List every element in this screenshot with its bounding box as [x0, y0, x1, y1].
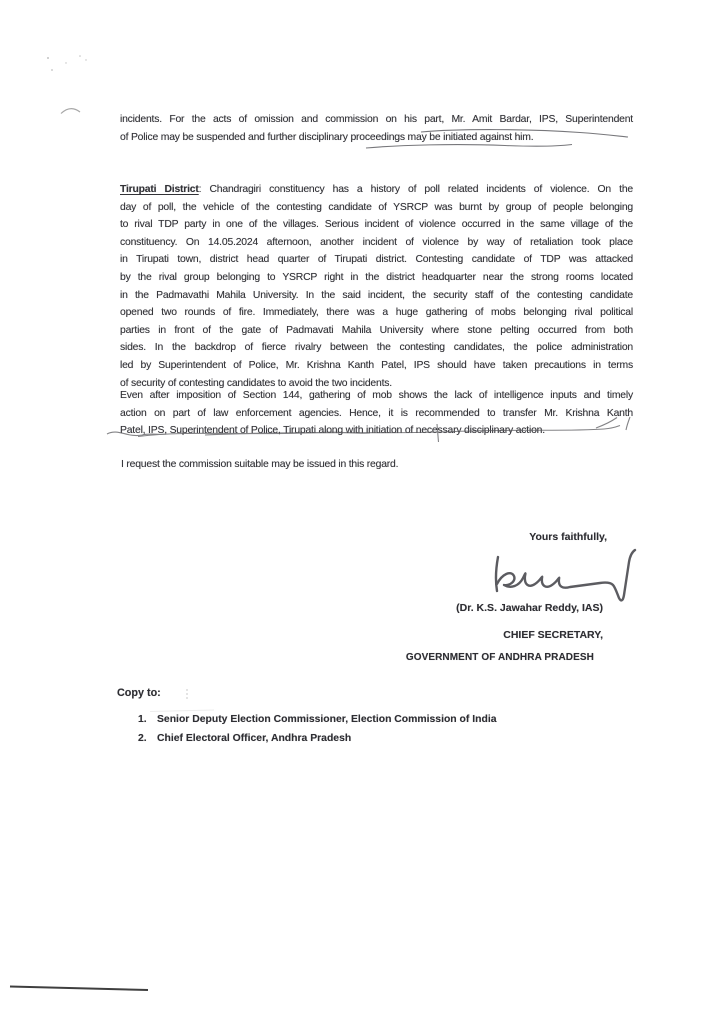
copy-item-number: 1. — [138, 714, 147, 725]
copy-item — [138, 714, 497, 725]
letter-line: action on part of law enforcement agencies. Hence, it is recommended to transfer Mr. Krishna Kanth — [120, 407, 633, 419]
paragraph-tirupati-district — [120, 181, 633, 392]
letter-line: of Police may be suspended and further disciplinary proceedings may be initiated against him. — [120, 131, 534, 143]
ink-smudge — [150, 710, 214, 712]
copy-item-text: Senior Deputy Election Commissioner, Election Commission of India — [157, 714, 497, 725]
signatory-title: CHIEF SECRETARY, — [503, 629, 603, 641]
letter-line: Patel, IPS, Superintendent of Police, Tirupati along with initiation of necessary disciplinary action. — [120, 425, 545, 437]
letter-line: of security of contesting candidates to avoid the two incidents. — [120, 377, 392, 389]
letter-line: day of poll, the vehicle of the contesting candidate of YSRCP was burnt by group of people belonging — [120, 201, 633, 213]
copy-item-text: Chief Electoral Officer, Andhra Pradesh — [157, 733, 352, 744]
copy-item — [138, 733, 351, 744]
scan-edge-line — [10, 987, 148, 991]
request-line: I request the commission suitable may be issued in this regard. — [121, 459, 399, 470]
letter-line — [120, 181, 633, 199]
letter-line: led by Superintendent of Police, Mr. Krishna Kanth Patel, IPS should have taken precautions in terms — [120, 359, 633, 371]
salutation: Yours faithfully, — [529, 531, 607, 543]
handwritten-signature — [478, 546, 650, 610]
letter-line: parties in front of the gate of Padmavati Mahila University where stone pelting occurred from both — [120, 324, 633, 336]
signatory-name: (Dr. K.S. Jawahar Reddy, IAS) — [456, 602, 603, 614]
letter-line-text: : Chandragiri constituency has a history of poll related incidents of violence. On the — [198, 184, 633, 195]
paragraph-amit-bardar — [120, 111, 633, 146]
letter-line: sides. In the backdrop of fierce rivalry between the contesting candidates, the police administration — [120, 342, 633, 354]
pen-arc-mark — [61, 109, 80, 114]
letter-line: opened two rounds of fire. Immediately, there was a huge gathering of mobs belonging rival political — [120, 307, 633, 319]
paragraph-section-144 — [120, 387, 633, 440]
letter-line: incidents. For the acts of omission and commission on his part, Mr. Amit Bardar, IPS, Superintendent — [120, 114, 633, 125]
letter-line: in the Padmavathi Mahila University. In the said incident, the security staff of the contesting candidate — [120, 289, 633, 301]
signatory-organization: GOVERNMENT OF ANDHRA PRADESH — [405, 652, 594, 663]
district-heading: Tirupati District — [120, 184, 199, 195]
copy-to-label: Copy to: — [117, 687, 161, 699]
letter-line: by the rival group belonging to YSRCP right in the district headquarter near the strong rooms located — [120, 271, 633, 283]
letter-line: to rival TDP party in one of the villages. Serious incident of violence occurred in the same village of the — [120, 219, 633, 231]
letter-line: constituency. On 14.05.2024 afternoon, another incident of violence by way of retaliation took place — [120, 236, 633, 248]
letter-line: in Tirupati town, district head quarter of Tirupati district. Contesting candidate of TDP was attacked — [120, 254, 633, 266]
letter-line: Even after imposition of Section 144, gathering of mob shows the lack of intelligence inputs and timely — [120, 390, 633, 401]
copy-item-number: 2. — [138, 733, 147, 744]
